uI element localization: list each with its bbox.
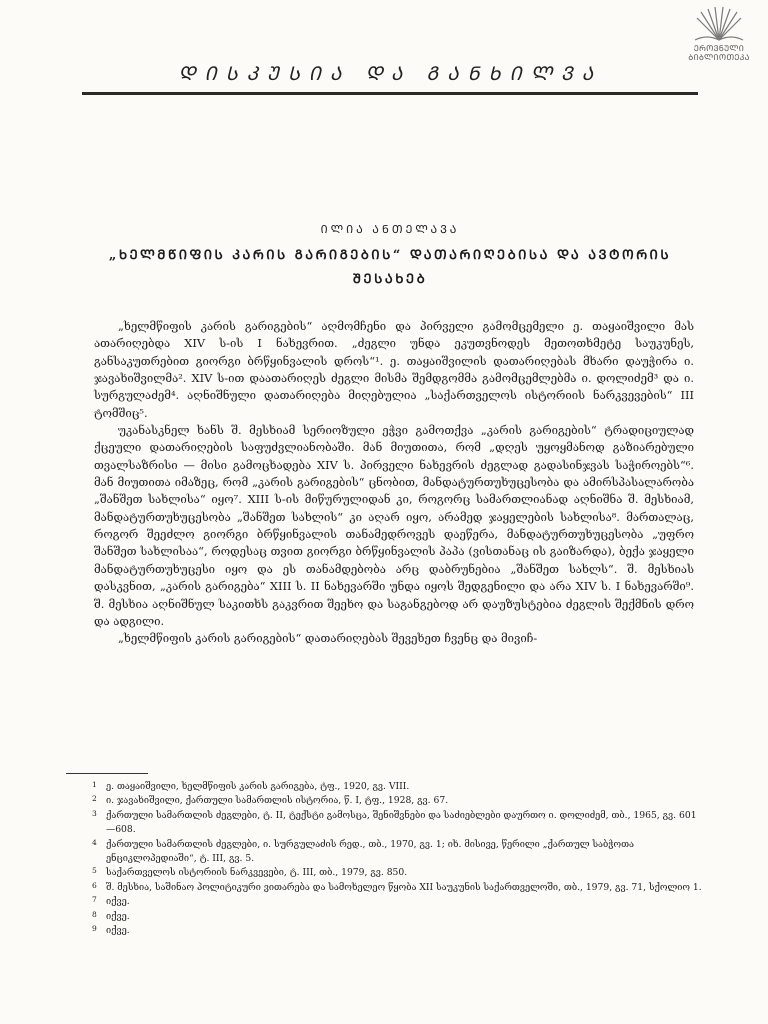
book-fan-icon xyxy=(691,6,747,44)
footnote-text: ქართული სამართლის ძეგლები, ი. სურგულაძის რედ., თბ., 1970, გვ. 1; იხ. მისივე, წერილი „ქართულ საბჭოთა ენციკლოპედიაში“, ტ. III, გვ. 5. xyxy=(106,838,634,865)
logo-text-line1: ᲔᲠᲝᲕᲜᲣᲚᲘ xyxy=(693,44,745,53)
footnote-3 xyxy=(92,809,702,838)
footnote-1 xyxy=(92,780,702,794)
footnote-number: 7 xyxy=(92,895,97,905)
footnote-number: 3 xyxy=(92,808,97,818)
footnote-6 xyxy=(92,881,702,895)
footnote-5 xyxy=(92,866,702,880)
footnote-text: შ. მესხია, საშინაო პოლიტიკური ვითარება და სამოხელეო წყობა XII საუკუნის საქართველოში, თბ., 1979, გვ. 71, სქოლიო 1. xyxy=(106,881,702,893)
article-author: ᲘᲚᲘᲐ ᲐᲜᲗᲔᲚᲐᲕᲐ xyxy=(320,223,460,236)
footnote-2 xyxy=(92,794,702,808)
footnote-9 xyxy=(92,924,702,938)
article-title xyxy=(100,244,680,292)
footnote-text: ი. ჯავახიშვილი, ქართული სამართლის ისტორია, წ. I, ტფ., 1928, გვ. 67. xyxy=(106,795,449,807)
footnotes xyxy=(92,780,702,938)
footnote-number: 8 xyxy=(92,909,97,919)
paragraph-3: „ხელმწიფის კარის გარიგების“ დათარიღებას შევეხეთ ჩვენც და მივიჩ- xyxy=(118,631,538,646)
article-body xyxy=(94,318,694,648)
paragraph-1: „ხელმწიფის კარის გარიგების“ აღმომჩენი და პირველი გამომცემელი ე. თაყაიშვილი მას ათარიღებდა XIV ს-ის I ნახევრით. „ძეგლი უნდა ეკუთვნოდეს მეთოთხმეტე საუკუნეს, განსაკუთრებით გიორგი ბრწყინვალის დროს“¹. ე. თაყაიშვილის დათარიღებას მხარი დაუჭირა ი. ჯავახიშვილმა². XIV ს-ით დაათარიღეს ძეგლი მისმა შემდგომმა გამომცემლებმა ი. დოლიძემ³ და ი. სურგულაძემ⁴. აღნიშნული დათარიღება მიღებულია „საქართველოს ისტორიის ნარკვევების“ III ტომშიც⁵. xyxy=(94,319,694,420)
footnote-number: 9 xyxy=(92,924,97,934)
footnote-text: იქვე. xyxy=(106,925,130,937)
paragraph-2: უკანასკნელ ხანს შ. მესხიამ სერიოზული ეჭვი გამოთქვა „კარის გარიგების“ ტრადიციულად ქცეული დათარიღების საფუძვლიანობაში. მან მიუთითა, რომ „დღეს უყოყმანოდ გაზიარებული თვალსაზრისი — მისი გამოცხადება XIV ს. პირველი ნახევრის ძეგლად გადასინჯვას საჭიროებს“⁶. მან მიუთითა იმაზეც, რომ „კარის გარიგების“ ცნობით, მანდატურთუხუცესობა და ამირსპასალარობა „შანშეთ სახლისა“ იყო⁷. XIII ს-ის მიწურულიდან კი, როგორც სამართლიანად აღნიშნა შ. მესხიამ, მანდატურთუხუცესობა „შანშეთ სახლის“ კი აღარ იყო, არამედ ჯაყელების სახლისა⁸. მართალაც, როგორ შეეძლო გიორგი ბრწყინვალის თანამედროვეს დაეწერა, მანდატურთუხუცესობა „უფრო შანშეთ სახლისაა“, როდესაც თვით გიორგი ბრწყინვალის პაპა (ვისთანაც ის გაიზარდა), ბექა ჯაყელი მანდატურთუხუცესი იყო და ეს თანამდებობა არც დაბრუნებია „შანშეთ სახლს“. შ. მესხიას დასკვნით, „კარის გარიგება“ XIII ს. II ნახევარში უნდა იყოს შედგენილი და არა XIV ს. I ნახევარში⁹. შ. მესხია აღნიშნულ საკითხს გაკვრით შეეხო და საგანგებოდ არ დაუზუსტებია ძეგლის შექმნის დრო და ადგილი. xyxy=(94,423,694,628)
section-title: ᲓᲘᲡᲙᲣᲡᲘᲐ ᲓᲐ ᲒᲐᲜᲮᲘᲚᲕᲐ xyxy=(178,63,602,85)
footnote-4 xyxy=(92,838,702,867)
footnote-text: ქართული სამართლის ძეგლები, ტ. II, ტექსტი გამოსცა, შენიშვნები და საძიებლები დაურთო ი. დოლიძემ, თბ., 1965, გვ. 601—608. xyxy=(106,809,697,836)
footnote-rule xyxy=(66,773,148,774)
footnote-text: ე. თაყაიშვილი, ხელმწიფის კარის გარიგება, ტფ., 1920, გვ. VIII. xyxy=(106,781,410,792)
footnote-text: საქართველოს ისტორიის ნარკვევები, ტ. III, თბ., 1979, გვ. 850. xyxy=(106,867,408,879)
article-title-line2: ᲨᲔᲡᲐᲮᲔᲑ xyxy=(352,272,428,287)
footnote-7 xyxy=(92,895,702,909)
header-rule xyxy=(82,92,698,95)
footnote-8 xyxy=(92,910,702,924)
footnote-number: 4 xyxy=(92,837,97,847)
footnote-text: იქვე. xyxy=(106,910,130,922)
footnote-number: 6 xyxy=(92,880,97,890)
article-title-line1: „ᲮᲔᲚᲛᲬᲘᲤᲘᲡ ᲙᲐᲠᲘᲡ ᲒᲐᲠᲘᲒᲔᲑᲘᲡ“ ᲓᲐᲗᲐᲠᲘᲦᲔᲑᲘᲡᲐ ᲓᲐ ᲐᲕᲢᲝᲠᲘᲡ xyxy=(108,248,672,263)
footnote-number: 5 xyxy=(92,866,97,876)
footnote-text: იქვე. xyxy=(106,896,130,908)
footnote-number: 1 xyxy=(92,780,97,789)
footnote-number: 2 xyxy=(92,794,97,804)
logo-text-line2: ᲑᲘᲑᲚᲘᲝᲗᲔᲙᲐ xyxy=(688,53,750,62)
